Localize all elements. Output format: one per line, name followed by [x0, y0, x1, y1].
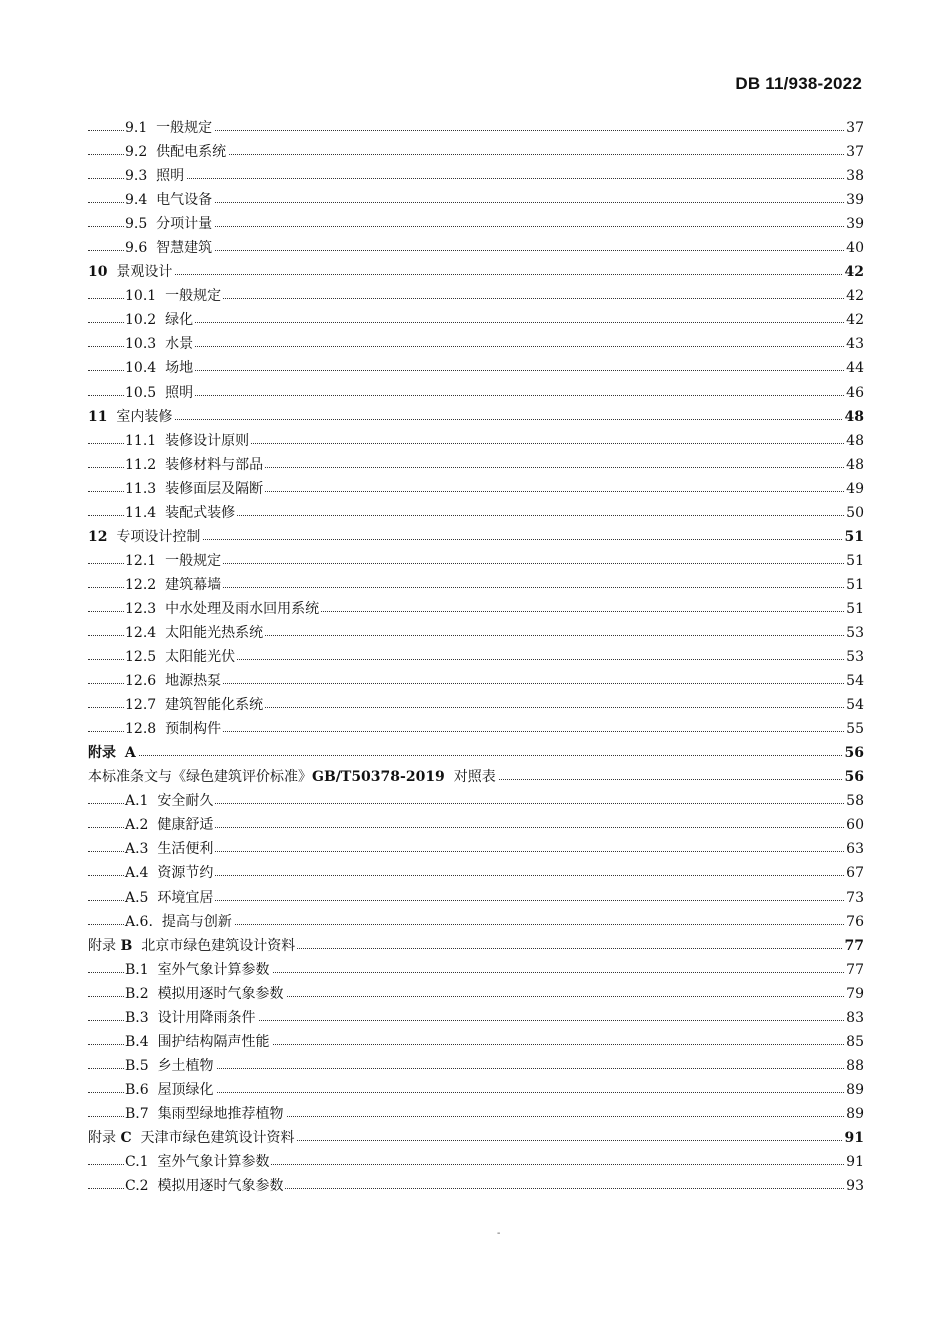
- toc-entry-title: [125, 216, 214, 232]
- toc-entry-page: 60: [844, 813, 864, 837]
- toc-entry[interactable]: [88, 308, 864, 332]
- toc-entry-number: 10.3: [125, 336, 157, 353]
- toc-entry[interactable]: [88, 982, 864, 1006]
- toc-entry-title: [125, 1106, 286, 1122]
- toc-entry-label: 供配电系统: [156, 144, 227, 161]
- toc-entry-number: C.1: [125, 1154, 149, 1171]
- toc-entry-number: 10.5: [125, 384, 157, 401]
- toc-entry-number: 12.8: [125, 721, 157, 738]
- toc-entry-label: 太阳能光热系统: [165, 624, 264, 641]
- toc-entry-page: 56: [843, 741, 864, 765]
- toc-entry-number: B.4: [125, 1033, 149, 1050]
- toc-entry[interactable]: [88, 356, 864, 380]
- toc-entry-title: [125, 385, 195, 401]
- toc-entry-title: [88, 264, 174, 280]
- toc-entry-page: 44: [844, 356, 864, 380]
- toc-entry-label: 装配式装修: [165, 504, 236, 521]
- toc-entry-label: 一般规定: [165, 552, 222, 569]
- toc-entry-title: [125, 360, 195, 376]
- toc-entry-label: 乡土植物: [157, 1057, 214, 1074]
- toc-entry[interactable]: [88, 284, 864, 308]
- toc-entry-title: [125, 721, 223, 737]
- toc-entry-title: [125, 914, 234, 930]
- toc-entry[interactable]: [88, 717, 864, 741]
- dot-leader: [88, 322, 848, 323]
- toc-entry-number: GB/T50378-2019: [312, 769, 445, 786]
- dot-leader: [88, 755, 848, 756]
- toc-entry[interactable]: [88, 405, 864, 429]
- toc-entry-number: A.4: [125, 865, 149, 882]
- toc-entry-page: 85: [844, 1030, 864, 1054]
- toc-entry-title: [88, 745, 138, 761]
- toc-entry-number: 9.6: [125, 240, 148, 257]
- toc-entry[interactable]: [88, 741, 864, 765]
- toc-entry-number: 12.3: [125, 600, 157, 617]
- toc-entry-title: [125, 793, 215, 809]
- toc-entry-page: 77: [843, 934, 864, 958]
- toc-entry-page: 48: [844, 429, 864, 453]
- toc-entry-label: 对照表: [453, 769, 496, 786]
- toc-entry[interactable]: [88, 910, 864, 934]
- toc-entry-title: [125, 890, 215, 906]
- toc-entry[interactable]: [88, 381, 864, 405]
- toc-entry-label: 模拟用逐时气象参数: [157, 1178, 284, 1195]
- toc-entry-label: 专项设计控制: [116, 528, 201, 545]
- toc-entry[interactable]: [88, 236, 864, 260]
- toc-entry-page: 48: [843, 405, 864, 429]
- toc-entry-number: 12: [88, 528, 108, 545]
- toc-entry-number: 9.5: [125, 216, 148, 233]
- toc-entry-number: 11: [88, 408, 108, 425]
- toc-entry[interactable]: [88, 116, 864, 140]
- toc-entry-label: 集雨型绿地推荐植物: [157, 1105, 284, 1122]
- toc-entry-label: 电气设备: [156, 192, 213, 209]
- toc-entry[interactable]: [88, 958, 864, 982]
- toc-entry-page: 39: [844, 188, 864, 212]
- toc-entry-number: 11.3: [125, 480, 157, 497]
- toc-entry-label: 设计用降雨条件: [157, 1009, 256, 1026]
- toc-entry[interactable]: [88, 573, 864, 597]
- toc-entry-title: [125, 505, 237, 521]
- toc-entry-page: 76: [844, 910, 864, 934]
- toc-entry-page: 54: [844, 693, 864, 717]
- toc-entry-label: 景观设计: [116, 264, 173, 281]
- toc-entry-number: 10.2: [125, 312, 157, 329]
- toc-entry-label: 北京市绿色建筑设计资料: [141, 937, 296, 954]
- dot-leader: [88, 539, 848, 540]
- toc-entry-title: [125, 433, 251, 449]
- toc-entry-label: 装修材料与部品: [165, 456, 264, 473]
- toc-entry-page: 73: [844, 886, 864, 910]
- toc-entry[interactable]: [88, 1078, 864, 1102]
- toc-entry-title: [125, 697, 265, 713]
- toc-entry-label: 室内装修: [116, 408, 173, 425]
- toc-entry-number: 12.6: [125, 673, 157, 690]
- toc-entry-page: 42: [843, 260, 864, 284]
- toc-entry-label: 建筑智能化系统: [165, 697, 264, 714]
- toc-entry-page: 55: [844, 717, 864, 741]
- toc-entry-label: 太阳能光伏: [165, 649, 236, 666]
- toc-entry-title: [125, 649, 237, 665]
- toc-entry-title: [125, 481, 265, 497]
- toc-entry-label: 提高与创新: [161, 913, 232, 930]
- dot-leader: [88, 370, 848, 371]
- toc-entry-label: 安全耐久: [157, 793, 214, 810]
- toc-entry-label: 智慧建筑: [156, 240, 213, 257]
- toc-entry[interactable]: [88, 813, 864, 837]
- toc-entry-page: 37: [844, 116, 864, 140]
- toc-entry-title: [125, 577, 223, 593]
- toc-entry-number: 9.3: [125, 168, 148, 185]
- toc-entry[interactable]: [88, 621, 864, 645]
- toc-entry-number: A.3: [125, 841, 149, 858]
- toc-entry[interactable]: [88, 332, 864, 356]
- toc-entry-number: 9.1: [125, 120, 148, 136]
- toc-entry-label: 水景: [165, 336, 194, 353]
- toc-entry-number: B.7: [125, 1105, 149, 1122]
- toc-entry-page: 48: [844, 453, 864, 477]
- toc-entry-title: [125, 865, 215, 881]
- toc-entry[interactable]: [88, 861, 864, 885]
- toc-entry-number: B: [120, 937, 133, 954]
- dot-leader: [88, 346, 848, 347]
- toc-entry-label: 一般规定: [156, 120, 213, 136]
- toc-entry-page: 88: [844, 1054, 864, 1078]
- toc-entry-title: [125, 120, 214, 136]
- toc-entry-page: 42: [844, 308, 864, 332]
- toc-entry-title: [125, 1034, 272, 1050]
- toc-entry-number: B.5: [125, 1057, 149, 1074]
- toc-entry[interactable]: [88, 693, 864, 717]
- toc-entry-page: 77: [844, 958, 864, 982]
- toc-entry-page: 49: [844, 477, 864, 501]
- toc-entry[interactable]: [88, 429, 864, 453]
- toc-entry[interactable]: [88, 164, 864, 188]
- toc-entry[interactable]: [88, 477, 864, 501]
- toc-entry-number: C: [120, 1129, 132, 1146]
- toc-entry-number: A.2: [125, 817, 149, 834]
- toc-entry-title: [125, 986, 286, 1002]
- toc-entry-label: 生活便利: [157, 841, 214, 858]
- toc-entry-label: 照明: [165, 384, 194, 401]
- toc-entry-page: 53: [844, 645, 864, 669]
- toc-entry-number: B.3: [125, 1009, 149, 1026]
- toc-entry-title: [125, 817, 215, 833]
- toc-entry[interactable]: [88, 549, 864, 573]
- toc-entry[interactable]: [88, 453, 864, 477]
- toc-entry-title: [125, 288, 223, 304]
- page-footer-mark: -: [497, 1228, 501, 1239]
- toc-entry-label: 场地: [165, 360, 194, 377]
- toc-entry-title: [125, 336, 195, 352]
- toc-entry-label: 资源节约: [157, 865, 214, 882]
- toc-entry-page: 37: [844, 140, 864, 164]
- toc-entry-label: 屋顶绿化: [157, 1081, 214, 1098]
- toc-entry-number: A.5: [125, 889, 149, 906]
- toc-entry-page: 56: [843, 765, 864, 789]
- toc-entry-number: 12.2: [125, 576, 157, 593]
- toc-entry-number: 10.4: [125, 360, 157, 377]
- toc-entry-label: 健康舒适: [157, 817, 214, 834]
- toc-entry-number: 9.2: [125, 144, 148, 161]
- toc-entry-label: 地源热泵: [165, 673, 222, 690]
- toc-entry-page: 89: [844, 1102, 864, 1126]
- dot-leader: [88, 419, 848, 420]
- toc-entry-title: [125, 144, 228, 160]
- toc-entry[interactable]: [88, 789, 864, 813]
- toc-entry-title: [125, 168, 186, 184]
- toc-entry[interactable]: [88, 501, 864, 525]
- toc-entry-label: 模拟用逐时气象参数: [157, 985, 284, 1002]
- toc-entry-page: 54: [844, 669, 864, 693]
- toc-entry-page: 67: [844, 861, 864, 885]
- toc-entry[interactable]: [88, 1030, 864, 1054]
- toc-entry-page: 91: [844, 1150, 864, 1174]
- toc-entry-label: 室外气象计算参数: [157, 961, 270, 978]
- toc-entry-number: 10.1: [125, 288, 157, 305]
- toc-entry-label: 环境宜居: [157, 889, 214, 906]
- toc-entry[interactable]: [88, 597, 864, 621]
- toc-entry[interactable]: [88, 837, 864, 861]
- toc-entry[interactable]: [88, 140, 864, 164]
- toc-entry-title: [125, 192, 214, 208]
- toc-entry-number: 12.4: [125, 624, 157, 641]
- toc-entry-page: 58: [844, 789, 864, 813]
- document-code: DB 11/938-2022: [735, 74, 862, 93]
- toc-entry-title: [125, 1082, 216, 1098]
- toc-entry-page: 51: [844, 573, 864, 597]
- toc-entry-number: 11.4: [125, 504, 157, 521]
- toc-entry[interactable]: [88, 934, 864, 958]
- table-of-contents: [88, 116, 864, 1198]
- toc-entry-number: C.2: [125, 1178, 149, 1195]
- toc-entry-label: 中水处理及雨水回用系统: [165, 600, 320, 617]
- toc-entry[interactable]: [88, 260, 864, 284]
- toc-entry-number: A: [124, 745, 136, 762]
- toc-entry-label: 装修面层及隔断: [165, 480, 264, 497]
- toc-entry-page: 43: [844, 332, 864, 356]
- toc-entry-page: 51: [844, 549, 864, 573]
- toc-entry-page: 39: [844, 212, 864, 236]
- toc-entry-title: [125, 1154, 271, 1170]
- toc-entry-page: 46: [844, 381, 864, 405]
- toc-entry[interactable]: [88, 1126, 864, 1150]
- toc-entry-label: 分项计量: [156, 216, 213, 233]
- toc-entry-number: B.2: [125, 985, 149, 1002]
- toc-entry-title: [88, 938, 297, 954]
- toc-entry-title: [88, 769, 498, 785]
- toc-entry-prefix: 附录: [88, 1129, 116, 1146]
- toc-entry[interactable]: [88, 1102, 864, 1126]
- toc-entry-title: [125, 1178, 285, 1194]
- toc-entry[interactable]: [88, 886, 864, 910]
- toc-entry[interactable]: [88, 1006, 864, 1030]
- toc-entry-page: 83: [844, 1006, 864, 1030]
- toc-entry-title: [88, 1130, 297, 1146]
- toc-entry[interactable]: [88, 669, 864, 693]
- toc-entry-number: 9.4: [125, 192, 148, 209]
- toc-entry-label: 绿化: [165, 312, 194, 329]
- toc-entry-page: 40: [844, 236, 864, 260]
- toc-entry-number: A.1: [125, 793, 149, 810]
- toc-entry[interactable]: [88, 1054, 864, 1078]
- toc-entry-title: [125, 312, 195, 328]
- toc-entry-number: B.1: [125, 961, 149, 978]
- toc-entry[interactable]: [88, 645, 864, 669]
- toc-entry-title: [125, 457, 265, 473]
- toc-entry-page: 91: [843, 1126, 864, 1150]
- toc-entry-title: [125, 625, 265, 641]
- toc-entry-page: 51: [844, 597, 864, 621]
- toc-entry-label: 室外气象计算参数: [157, 1154, 270, 1171]
- toc-entry-label: 一般规定: [165, 288, 222, 305]
- toc-entry-page: 79: [844, 982, 864, 1006]
- dot-leader: [88, 395, 848, 396]
- toc-entry-number: A.6.: [125, 913, 153, 930]
- toc-entry-number: 12.1: [125, 552, 157, 569]
- toc-entry-title: [88, 409, 174, 425]
- toc-entry-prefix: 附录: [88, 937, 116, 954]
- toc-entry-title: [125, 553, 223, 569]
- toc-entry-number: 12.5: [125, 649, 157, 666]
- toc-entry-prefix: 附录: [88, 745, 116, 762]
- toc-entry-title: [125, 841, 215, 857]
- toc-entry-page: 38: [844, 164, 864, 188]
- toc-entry-title: [125, 240, 214, 256]
- toc-entry[interactable]: [88, 188, 864, 212]
- toc-entry-title: [125, 962, 272, 978]
- dot-leader: [88, 178, 848, 179]
- toc-entry-page: 51: [843, 525, 864, 549]
- toc-entry-number: 12.7: [125, 697, 157, 714]
- toc-entry-title: [125, 673, 223, 689]
- toc-entry-number: 10: [88, 264, 108, 281]
- toc-entry[interactable]: [88, 1150, 864, 1174]
- toc-entry-page: 89: [844, 1078, 864, 1102]
- toc-entry-page: 42: [844, 284, 864, 308]
- toc-entry-label: 照明: [156, 168, 185, 185]
- toc-entry-number: B.6: [125, 1081, 149, 1098]
- toc-entry-title: [125, 1010, 258, 1026]
- toc-entry-label: 建筑幕墙: [165, 576, 222, 593]
- toc-entry-page: 50: [844, 501, 864, 525]
- toc-entry-label: 天津市绿色建筑设计资料: [140, 1129, 295, 1146]
- toc-entry-label: 装修设计原则: [165, 432, 250, 449]
- toc-entry[interactable]: [88, 525, 864, 549]
- toc-entry-label: 预制构件: [165, 721, 222, 738]
- toc-entry-label: 围护结构隔声性能: [157, 1033, 270, 1050]
- toc-entry-prefix: 本标准条文与《绿色建筑评价标准》: [88, 769, 312, 786]
- toc-entry-page: 53: [844, 621, 864, 645]
- toc-entry-page: 63: [844, 837, 864, 861]
- toc-entry-title: [88, 529, 202, 545]
- toc-entry[interactable]: [88, 1174, 864, 1198]
- toc-entry-title: [125, 1058, 216, 1074]
- toc-entry-page: 93: [844, 1174, 864, 1198]
- toc-entry-number: 11.1: [125, 432, 157, 449]
- toc-entry[interactable]: [88, 212, 864, 236]
- toc-entry[interactable]: [88, 765, 864, 789]
- toc-entry-title: [125, 601, 321, 617]
- toc-entry-number: 11.2: [125, 456, 157, 473]
- dot-leader: [88, 274, 848, 275]
